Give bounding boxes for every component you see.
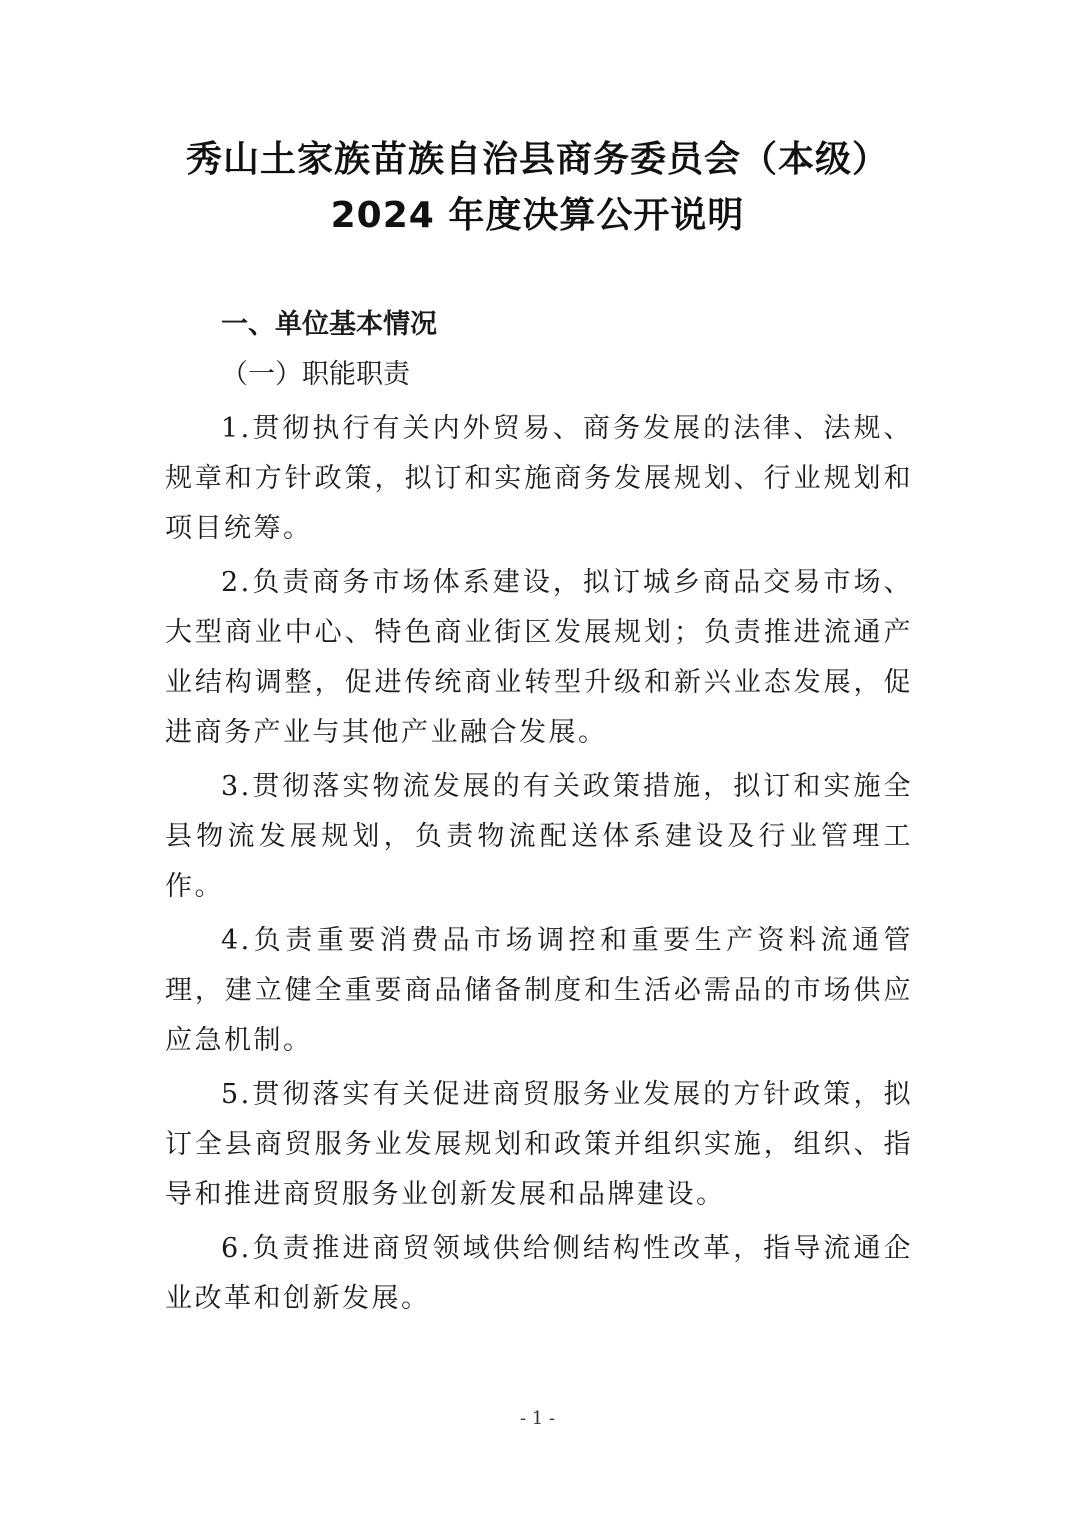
paragraph-4: 4.负责重要消费品市场调控和重要生产资料流通管理，建立健全重要商品储备制度和生活必需品的市场供应应急机制。 [165, 925, 913, 1056]
paragraph-1: 1.贯彻执行有关内外贸易、商务发展的法律、法规、规章和方针政策，拟订和实施商务发展规划、行业规划和项目统筹。 [165, 413, 913, 544]
title-line-2: 2024 年度决算公开说明 [330, 195, 745, 236]
paragraph-2: 2.负责商务市场体系建设，拟订城乡商品交易市场、大型商业中心、特色商业街区发展规划；负责推进流通产业结构调整，促进传统商业转型升级和新兴业态发展，促进商务产业与其他产业融合发展。 [165, 567, 913, 748]
subsection-heading: （一）职能职责 [221, 359, 410, 390]
title-line-1: 秀山土家族苗族自治县商务委员会（本级） [185, 139, 889, 180]
document-body [165, 300, 913, 1328]
paragraph-6: 6.负责推进商贸领域供给侧结构性改革，指导流通企业改革和创新发展。 [165, 1233, 913, 1314]
paragraph-5: 5.贯彻落实有关促进商贸服务业发展的方针政策，拟订全县商贸服务业发展规划和政策并组织实施，组织、指导和推进商贸服务业创新发展和品牌建设。 [165, 1079, 913, 1210]
section-heading: 一、单位基本情况 [221, 309, 437, 340]
page-number: - 1 - [519, 1408, 556, 1429]
paragraph-3: 3.贯彻落实物流发展的有关政策措施，拟订和实施全县物流发展规划，负责物流配送体系建设及行业管理工作。 [165, 771, 913, 902]
document-title [0, 132, 1075, 244]
